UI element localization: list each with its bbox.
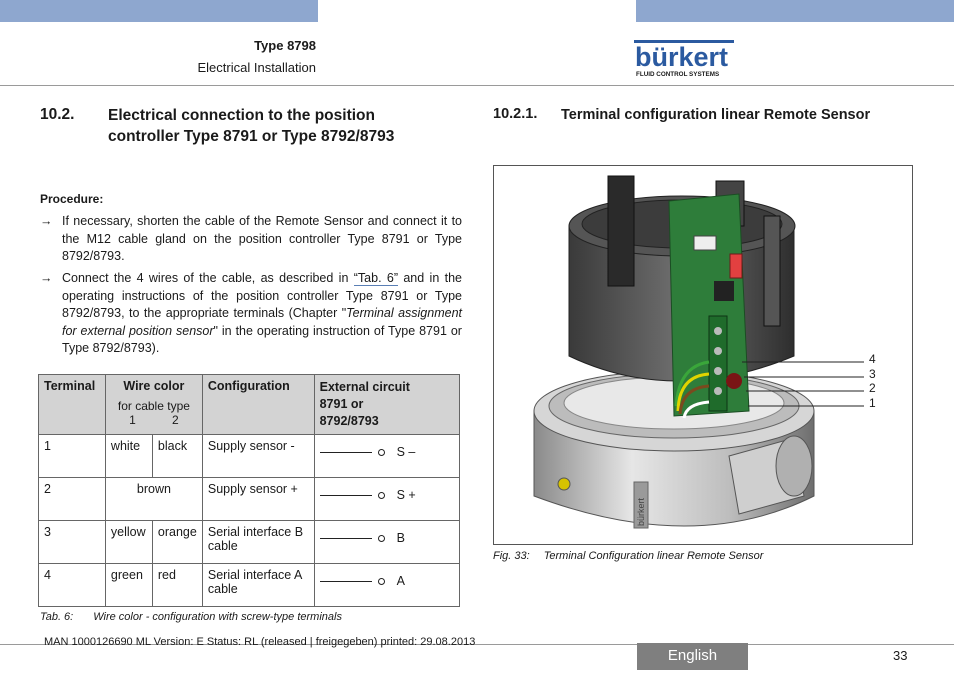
section-title: Electrical connection to the position controller Type 8791 or Type 8792/8793 [108, 107, 395, 145]
callout-1: 1 [869, 396, 876, 411]
table-header-row [39, 375, 460, 435]
table-reference-link[interactable]: “Tab. 6” [353, 271, 398, 285]
subsection-number: 10.2.1. [493, 106, 538, 122]
subsection-title: Terminal configuration linear Remote Sensor [561, 107, 871, 123]
section-name: Electrical Installation [197, 60, 316, 75]
remote-sensor-illustration [494, 166, 912, 544]
language-badge: English [637, 643, 748, 670]
burkert-logo [634, 40, 734, 80]
table-row: 4 green red Serial interface A cable A [39, 564, 460, 607]
circuit-line: S + [320, 488, 454, 502]
callout-3: 3 [869, 366, 876, 381]
svg-text:FLUID CONTROL SYSTEMS: FLUID CONTROL SYSTEMS [636, 71, 720, 78]
circuit-line: B [320, 531, 454, 545]
section-number: 10.2. [40, 106, 75, 123]
header-bar-right [636, 0, 954, 22]
callout-4: 4 [869, 352, 876, 366]
figure-caption: Fig. 33: Terminal Configuration linear Remote Sensor [493, 550, 764, 562]
callout-2: 2 [869, 381, 876, 396]
page-number: 33 [893, 648, 908, 663]
table-row: 2 brown Supply sensor + S + [39, 478, 460, 521]
header-external-circuit: External circuit 8791 or 8792/8793 [314, 375, 459, 435]
svg-text:bürkert: bürkert [636, 497, 646, 526]
figure-frame [493, 165, 913, 545]
header-terminal: Terminal [39, 375, 106, 435]
table-row: 1 white black Supply sensor - S – [39, 435, 460, 478]
wire-color-table [38, 374, 460, 607]
header-bar-left [0, 0, 318, 22]
header-divider [0, 85, 954, 86]
procedure-step-1: → If necessary, shorten the cable of the Remote Sensor and connect it to the M12 cable gland on the position controller Type 8791 or Type 8792/8793. [40, 214, 462, 263]
table-row: 3 yellow orange Serial interface B cable B [39, 521, 460, 564]
arrow-right-icon: → [40, 214, 53, 228]
document-info: MAN 1000126690 ML Version: E Status: RL (released | freigegeben) printed: 29.08.2013 [44, 636, 476, 648]
table-caption: Tab. 6: Wire color - configuration with screw-type terminals [40, 611, 342, 623]
procedure-step-2: → Connect the 4 wires of the cable, as described in “Tab. 6” and in the operating instructions of the position controller Type 8791 or Type 8792/8793, to the appropriate terminals (Chapter "Terminal assignment for external position sensor" in the operating instruction of Type 8791 or Type 8792/8793). [40, 271, 462, 355]
header-wire-color: Wire color for cable type 1 2 [105, 375, 202, 435]
circuit-line: S – [320, 445, 454, 459]
doc-type: Type 8798 [254, 38, 316, 53]
circuit-line: A [320, 574, 454, 588]
header-configuration: Configuration [202, 375, 314, 435]
svg-text:bürkert: bürkert [635, 42, 729, 72]
arrow-right-icon: → [40, 271, 53, 285]
figure-callouts [869, 352, 876, 411]
procedure-label: Procedure: [40, 192, 104, 206]
